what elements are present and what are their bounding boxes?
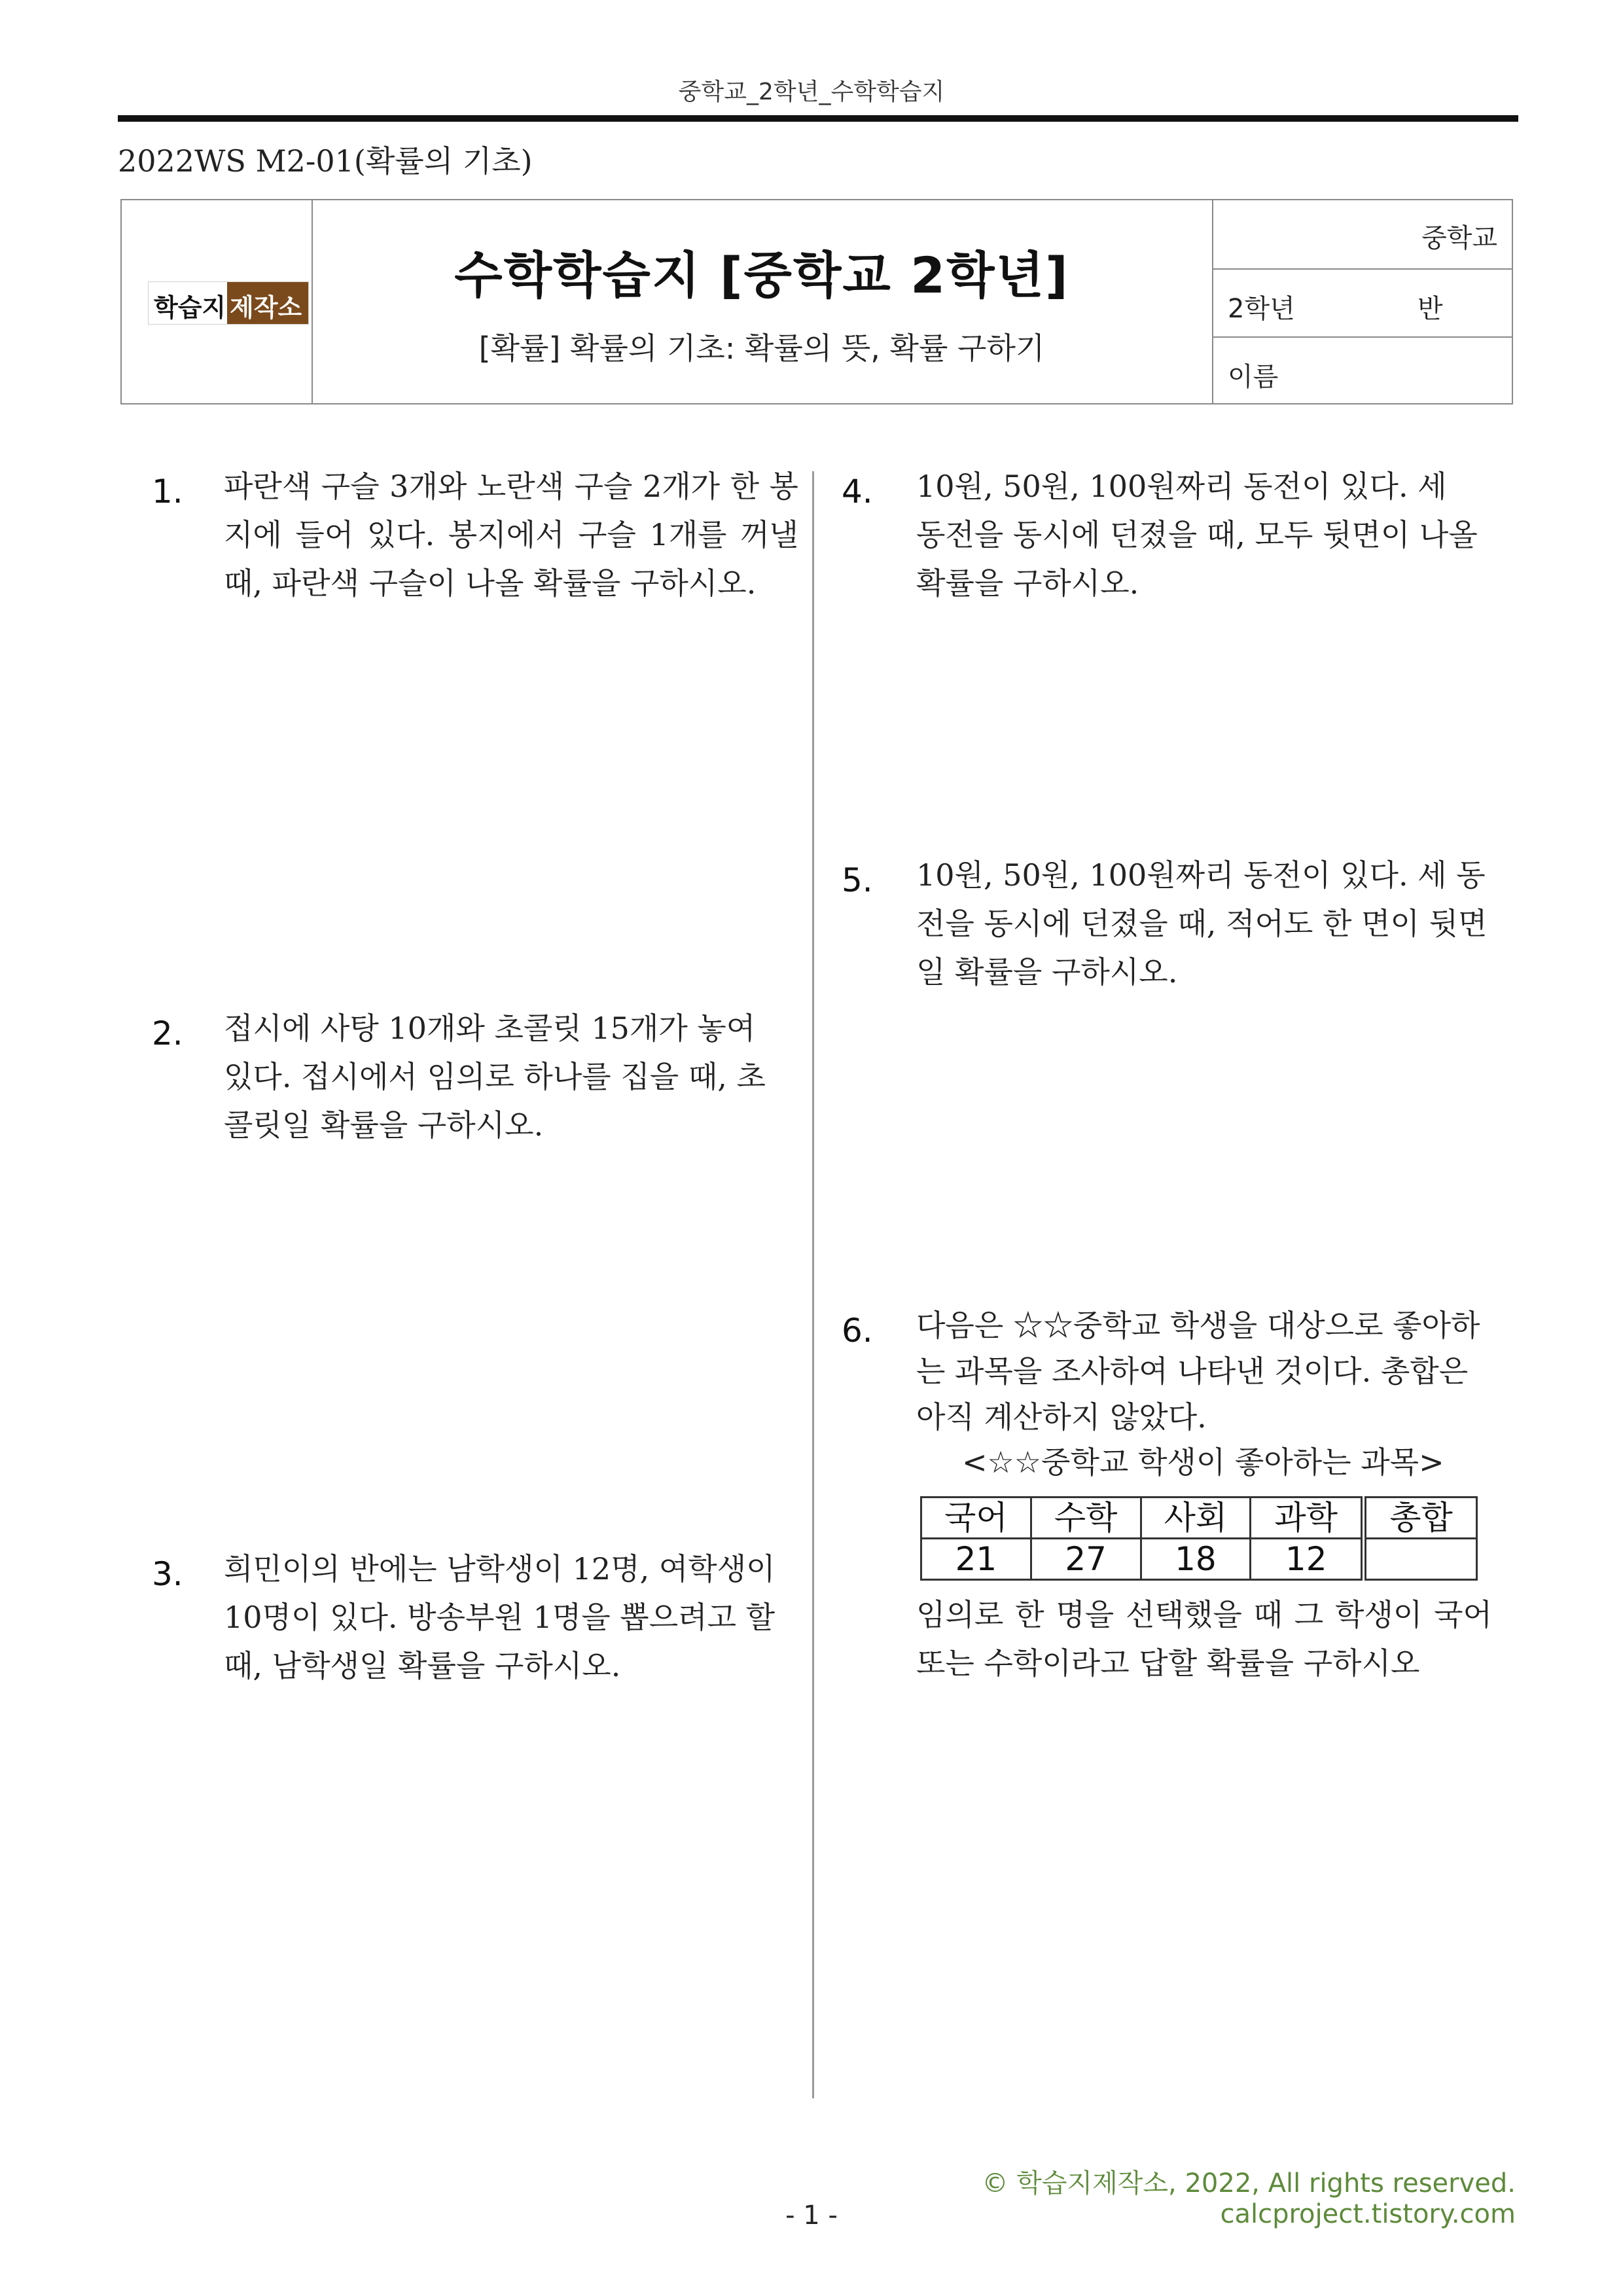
question-3-text: 희민이의 반에는 남학생이 12명, 여학생이 10명이 있다. 방송부원 1명을 뽑으려고 할 때, 남학생일 확률을 구하시오.	[224, 1551, 776, 1683]
question-2-number: 2.	[152, 1014, 183, 1052]
header-total: 총합	[1364, 1498, 1477, 1539]
table-value-row	[921, 1539, 1477, 1580]
header-math: 수학	[1031, 1498, 1141, 1539]
question-5-text: 10원, 50원, 100원짜리 동전이 있다. 세 동전을 동시에 던졌을 때, 적어도 한 면이 뒷면일 확률을 구하시오.	[916, 857, 1488, 990]
student-info	[1212, 200, 1512, 403]
question-2-text: 접시에 사탕 10개와 초콜릿 15개가 놓여 있다. 접시에서 임의로 하나를 집을 때, 초콜릿일 확률을 구하시오.	[224, 1011, 766, 1143]
grade-row	[1212, 268, 1512, 338]
title-cell	[312, 200, 1213, 403]
name-row	[1212, 336, 1512, 403]
document-code: 2022WS M2-01(확률의 기초)	[118, 143, 533, 179]
header-science: 과학	[1251, 1498, 1364, 1539]
site-link[interactable]: calcproject.tistory.com	[1220, 2199, 1516, 2229]
header-korean: 국어	[921, 1498, 1031, 1539]
value-math: 27	[1031, 1539, 1141, 1580]
question-4-text: 10원, 50원, 100원짜리 동전이 있다. 세 동전을 동시에 던졌을 때, 모두 뒷면이 나올 확률을 구하시오.	[916, 469, 1478, 601]
name-label: 이름	[1228, 362, 1279, 392]
logo	[148, 281, 309, 325]
table-caption: <☆☆중학교 학생이 좋아하는 과목>	[962, 1444, 1444, 1480]
header-social: 사회	[1141, 1498, 1251, 1539]
logo-cell	[122, 200, 313, 403]
question-4-number: 4.	[842, 473, 873, 511]
school-label: 중학교	[1421, 223, 1497, 253]
main-title: 수학학습지 [중학교 2학년]	[454, 246, 1069, 304]
class-label: 반	[1418, 294, 1443, 324]
school-row	[1212, 200, 1512, 270]
grade-label: 2학년	[1228, 294, 1295, 324]
question-6-continuation: 임의로 한 명을 선택했을 때 그 학생이 국어 또는 수학이라고 답할 확률을 구하시오	[916, 1597, 1492, 1681]
top-rule	[118, 115, 1518, 122]
copyright: © 학습지제작소, 2022, All rights reserved.	[982, 2168, 1516, 2198]
table-header-row	[921, 1498, 1477, 1539]
question-1-text: 파란색 구슬 3개와 노란색 구슬 2개가 한 봉지에 들어 있다. 봉지에서 구슬 1개를 꺼낼 때, 파란색 구슬이 나올 확률을 구하시오.	[224, 469, 798, 601]
favorite-subject-table	[920, 1496, 1478, 1581]
logo-text-part1: 학습지	[149, 282, 227, 324]
value-korean: 21	[921, 1539, 1031, 1580]
logo-text-part2: 제작소	[227, 282, 308, 324]
question-6-number: 6.	[842, 1312, 873, 1350]
title-box	[120, 199, 1513, 404]
question-6-text: 다음은 ☆☆중학교 학생을 대상으로 좋아하는 과목을 조사하여 나타낸 것이다. 총합은 아직 계산하지 않았다.	[916, 1308, 1480, 1435]
page-number: - 1 -	[785, 2200, 838, 2231]
sub-title: [확률] 확률의 기초: 확률의 뜻, 확률 구하기	[478, 331, 1045, 366]
value-social: 18	[1141, 1539, 1251, 1580]
value-total	[1364, 1539, 1477, 1580]
running-header: 중학교_2학년_수학학습지	[678, 79, 945, 105]
question-5-number: 5.	[842, 861, 873, 899]
question-3-number: 3.	[152, 1555, 183, 1593]
value-science: 12	[1251, 1539, 1364, 1580]
question-1-number: 1.	[152, 473, 183, 511]
column-divider	[812, 471, 814, 2098]
